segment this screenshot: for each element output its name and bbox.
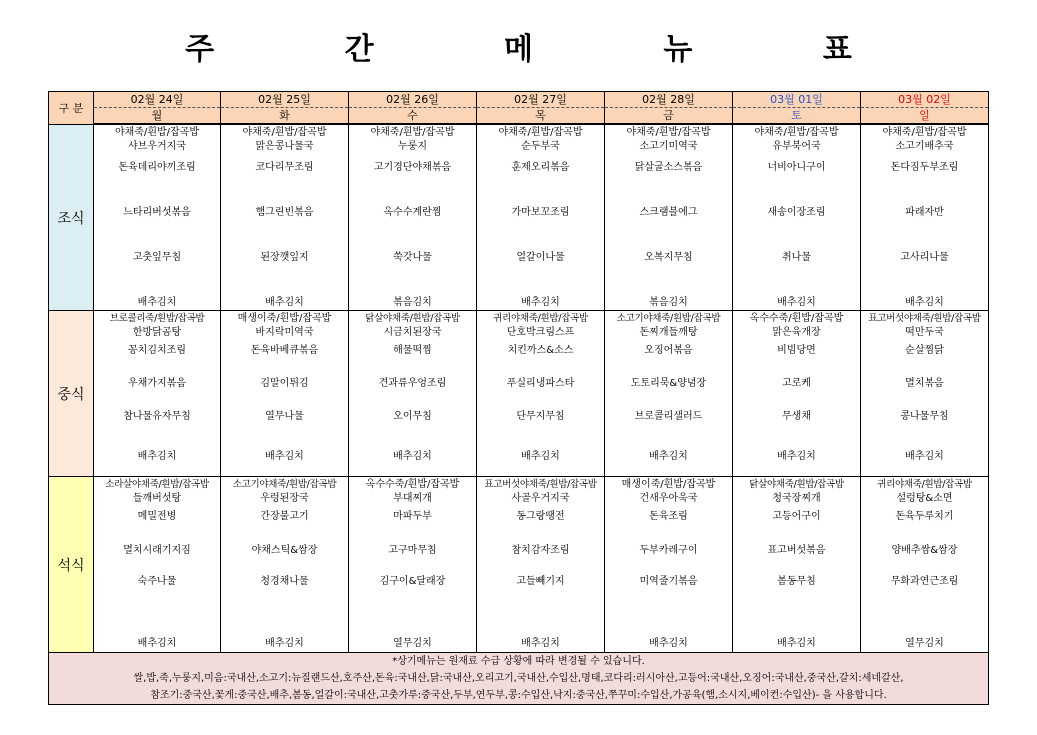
menu-item: 배추김치	[137, 451, 177, 462]
menu-item: 바지락미역국	[255, 327, 314, 338]
day-of-week: 금	[605, 108, 732, 124]
menu-item: 너비아니구이	[767, 162, 826, 173]
menu-item: 배추김치	[521, 451, 560, 462]
menu-item: 표고버섯야채죽/흰밥/잡곡밥	[868, 313, 981, 324]
day-date: 03월 02일	[861, 92, 988, 108]
menu-item: 두부카레구이	[639, 545, 698, 556]
meal-label: 석식	[49, 477, 94, 653]
menu-item: 김말이튀김	[260, 378, 309, 389]
page-title: 주 간 메 뉴 표	[185, 32, 912, 67]
menu-cell	[733, 311, 861, 477]
menu-item: 가마보꼬조림	[511, 207, 570, 218]
notes-row	[49, 653, 989, 705]
menu-cell	[861, 311, 989, 477]
meal-label: 중식	[49, 311, 94, 477]
menu-item: 사골우거지국	[511, 493, 570, 504]
menu-item: 브로콜리죽/흰밥/잡곡밥	[109, 313, 205, 324]
menu-item: 배추김치	[265, 638, 304, 649]
gubun-header: 구 분	[49, 92, 94, 125]
menu-item: 한방닭곰탕	[132, 327, 182, 338]
menu-item: 설렁탕&소면	[896, 493, 953, 504]
day-date: 02월 28일	[605, 92, 732, 108]
menu-cell	[94, 125, 221, 311]
menu-item: 얼갈이나물	[516, 252, 565, 263]
menu-item: 돈육바베큐볶음	[250, 345, 319, 356]
day-header	[94, 92, 221, 125]
menu-item: 배추김치	[265, 451, 304, 462]
menu-item: 배추김치	[265, 297, 304, 308]
menu-item: 떡만두국	[905, 327, 944, 338]
menu-item: 배추김치	[777, 297, 816, 308]
meal-row	[49, 311, 989, 477]
menu-item: 돈육두루치기	[895, 511, 954, 522]
meal-label: 조식	[49, 125, 94, 311]
menu-item: 김구이&달래장	[379, 576, 446, 587]
menu-item: 멸치볶음	[905, 378, 944, 389]
menu-item: 비빔당면	[777, 345, 816, 356]
menu-cell	[861, 477, 989, 653]
menu-item: 봄동무침	[777, 576, 816, 587]
meal-row	[49, 477, 989, 653]
menu-item: 콩나물무침	[900, 411, 949, 422]
day-date: 02월 24일	[94, 92, 220, 108]
menu-item: 코다리무조림	[255, 162, 314, 173]
menu-item: 브로콜리샐러드	[634, 411, 703, 422]
menu-item: 고기경단야채볶음	[373, 162, 452, 173]
menu-cell	[221, 477, 349, 653]
menu-item: 야채스틱&쌈장	[251, 545, 318, 556]
menu-item: 배추김치	[649, 638, 688, 649]
menu-item: 표고버섯야채죽/흰밥/잡곡밥	[484, 479, 597, 490]
menu-item: 맑은콩나물국	[255, 141, 314, 152]
menu-item: 귀리야채죽/흰밥/잡곡밥	[877, 479, 972, 490]
menu-cell	[349, 125, 477, 311]
menu-item: 돈육조림	[649, 511, 688, 522]
menu-item: 파래자반	[905, 207, 944, 218]
menu-item: 배추김치	[137, 297, 177, 308]
menu-item: 우렁된장국	[260, 493, 309, 504]
day-header	[861, 92, 989, 125]
menu-item: 청국장찌개	[772, 493, 821, 504]
menu-item: 매생이죽/흰밥/잡곡밥	[237, 313, 332, 324]
menu-item: 치킨까스&소스	[507, 345, 574, 356]
menu-item: 옥수수죽/흰밥/잡곡밥	[365, 479, 460, 490]
menu-cell	[94, 477, 221, 653]
menu-item: 고구마무침	[388, 545, 437, 556]
menu-item: 고들빼기지	[516, 576, 565, 587]
meal-row	[49, 125, 989, 311]
menu-item: 열무나물	[265, 411, 304, 422]
menu-item: 배추김치	[137, 638, 177, 649]
menu-item: 소고기배추국	[895, 141, 954, 152]
menu-item: 단호박크림스프	[506, 327, 575, 338]
menu-cell	[733, 477, 861, 653]
menu-item: 야채죽/흰밥/잡곡밥	[242, 127, 327, 138]
menu-item: 돈육데리야끼조림	[118, 162, 196, 173]
day-header	[477, 92, 605, 125]
menu-item: 볶음김치	[649, 297, 688, 308]
day-date: 03월 01일	[733, 92, 860, 108]
menu-item: 순살찜닭	[905, 345, 944, 356]
menu-item: 배추김치	[521, 297, 560, 308]
menu-item: 참치감자조림	[511, 545, 570, 556]
menu-item: 오이무침	[393, 411, 432, 422]
day-date: 02월 27일	[477, 92, 604, 108]
day-of-week: 화	[221, 108, 348, 124]
menu-cell	[94, 311, 221, 477]
menu-item: 된장깻잎지	[260, 252, 309, 263]
menu-cell	[733, 125, 861, 311]
menu-item: 야채죽/흰밥/잡곡밥	[114, 127, 200, 138]
menu-cell	[349, 477, 477, 653]
header-row	[49, 92, 989, 125]
day-of-week: 수	[349, 108, 476, 124]
menu-cell	[605, 125, 733, 311]
menu-item: 훈제오리볶음	[511, 162, 570, 173]
menu-item: 쑥갓나물	[393, 252, 432, 263]
menu-cell	[605, 477, 733, 653]
menu-item: 열무김치	[393, 638, 432, 649]
menu-item: 볶음김치	[393, 297, 432, 308]
menu-item: 배추김치	[777, 638, 816, 649]
menu-item: 표고버섯볶음	[767, 545, 826, 556]
day-header	[733, 92, 861, 125]
menu-item: 도토리묵&양념장	[630, 378, 707, 389]
menu-item: 야채죽/흰밥/잡곡밥	[626, 127, 711, 138]
menu-item: 소고기야채죽/흰밥/잡곡밥	[616, 313, 721, 324]
menu-item: 야채죽/흰밥/잡곡밥	[498, 127, 583, 138]
menu-item: 열무김치	[905, 638, 944, 649]
note-line: 쌀,밥,죽,누룽지,미음:국내산,소고기:뉴질랜드산,호주산,돈육:국내산,닭:국내산,오리고기,국내산,수입산,명태,코다리:러시아산,고등어:국내산,오징어:국내산,중국산,갈치:세네갈산,	[133, 673, 904, 684]
menu-item: 누룽지	[398, 141, 427, 152]
day-header	[349, 92, 477, 125]
menu-item: 시금치된장국	[383, 327, 442, 338]
menu-item: 미역줄기볶음	[639, 576, 698, 587]
menu-item: 야채죽/흰밥/잡곡밥	[882, 127, 967, 138]
menu-item: 돈다짐두부조림	[890, 162, 959, 173]
menu-item: 간장불고기	[260, 511, 309, 522]
day-of-week: 목	[477, 108, 604, 124]
note-line: *상기메뉴는 원재료 수급 상황에 따라 변경될 수 있습니다.	[392, 656, 645, 667]
menu-item: 돈찌개들깨탕	[639, 327, 698, 338]
day-header	[605, 92, 733, 125]
menu-item: 고춧잎무침	[132, 252, 182, 263]
menu-item: 닭살야채죽/흰밥/잡곡밥	[749, 479, 844, 490]
menu-item: 견과류우엉조림	[378, 378, 447, 389]
menu-item: 샤브우거지국	[128, 141, 186, 152]
weekly-menu-table	[48, 91, 989, 705]
menu-item: 귀리야채죽/흰밥/잡곡밥	[493, 313, 588, 324]
menu-item: 순두부국	[521, 141, 560, 152]
menu-item: 유부북어국	[772, 141, 821, 152]
menu-item: 무화과연근조림	[890, 576, 959, 587]
origin-notes	[49, 653, 989, 705]
menu-item: 옥수수죽/흰밥/잡곡밥	[749, 313, 844, 324]
menu-item: 건새우아욱국	[639, 493, 698, 504]
menu-item: 단무지무침	[516, 411, 565, 422]
menu-cell	[221, 311, 349, 477]
menu-item: 취나물	[782, 252, 811, 263]
menu-item: 배추김치	[393, 451, 432, 462]
menu-item: 고로케	[782, 378, 811, 389]
menu-cell	[477, 311, 605, 477]
menu-item: 배추김치	[905, 297, 944, 308]
menu-item: 푸실리냉파스타	[506, 378, 575, 389]
menu-cell	[477, 477, 605, 653]
menu-item: 햄그린빈볶음	[255, 207, 314, 218]
menu-item: 참나물유자무침	[123, 411, 191, 422]
menu-item: 들깨버섯탕	[132, 493, 182, 504]
menu-item: 배추김치	[905, 451, 944, 462]
menu-item: 멸치시래기지짐	[123, 545, 191, 556]
menu-item: 오복지무침	[644, 252, 693, 263]
menu-item: 새송이장조림	[767, 207, 826, 218]
menu-item: 고등어구이	[772, 511, 821, 522]
menu-item: 꽁치김치조림	[128, 345, 186, 356]
menu-item: 야채죽/흰밥/잡곡밥	[370, 127, 455, 138]
menu-item: 마파두부	[393, 511, 432, 522]
menu-item: 야채죽/흰밥/잡곡밥	[754, 127, 839, 138]
day-of-week: 토	[733, 108, 860, 124]
menu-item: 매생이죽/흰밥/잡곡밥	[621, 479, 716, 490]
menu-item: 스크램블에그	[639, 207, 698, 218]
menu-item: 우채가지볶음	[128, 378, 186, 389]
menu-item: 소고기미역국	[639, 141, 698, 152]
menu-cell	[605, 311, 733, 477]
menu-item: 청경채나물	[260, 576, 309, 587]
menu-item: 맑은육개장	[772, 327, 821, 338]
menu-item: 배추김치	[521, 638, 560, 649]
menu-item: 옥수수계란찜	[383, 207, 442, 218]
menu-item: 양배추쌈&쌈장	[891, 545, 958, 556]
menu-item: 닭살야채죽/흰밥/잡곡밥	[365, 313, 460, 324]
day-of-week: 월	[94, 108, 220, 124]
menu-item: 동그랑땡전	[516, 511, 565, 522]
menu-item: 닭살굴소스볶음	[634, 162, 703, 173]
menu-item: 소라살야채죽/흰밥/잡곡밥	[105, 479, 209, 490]
menu-item: 소고기야채죽/흰밥/잡곡밥	[232, 479, 337, 490]
menu-item: 배추김치	[777, 451, 816, 462]
menu-item: 해물떡찜	[393, 345, 432, 356]
menu-item: 느타리버섯볶음	[123, 207, 191, 218]
day-date: 02월 25일	[221, 92, 348, 108]
note-line: 참조기:중국산,꽃게:중국산,배추,봄동,얼갈이:국내산,고춧가루:중국산,두부,연두부,콩:수입산,낙지:중국산,쭈꾸미:수입산,가공육(햄,소시지,베이컨:수입산)- 을 사용합니다.	[150, 690, 887, 701]
menu-cell	[477, 125, 605, 311]
menu-item: 오징어볶음	[644, 345, 693, 356]
menu-item: 배추김치	[649, 451, 688, 462]
day-of-week: 일	[861, 108, 988, 124]
menu-item: 무생채	[782, 411, 811, 422]
menu-item: 부대찌개	[393, 493, 432, 504]
menu-item: 고사리나물	[900, 252, 949, 263]
menu-cell	[349, 311, 477, 477]
menu-item: 메밀전병	[137, 511, 177, 522]
menu-cell	[221, 125, 349, 311]
menu-item: 숙주나물	[137, 576, 177, 587]
menu-cell	[861, 125, 989, 311]
day-header	[221, 92, 349, 125]
day-date: 02월 26일	[349, 92, 476, 108]
